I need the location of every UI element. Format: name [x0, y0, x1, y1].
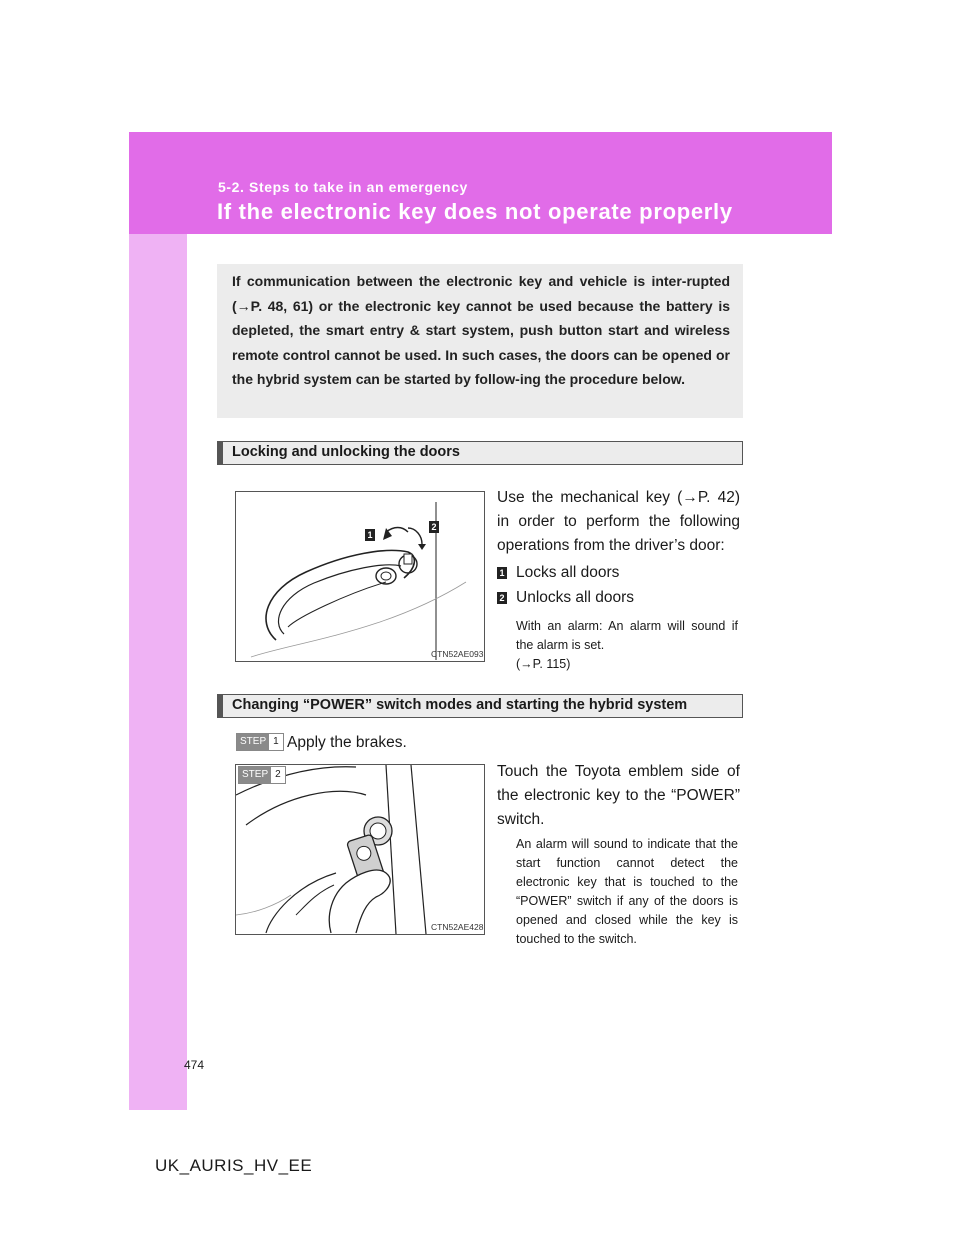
- section-heading-label: Locking and unlocking the doors: [232, 444, 460, 460]
- figure-code: CTN52AE428: [431, 922, 484, 932]
- locking-instructions: Use the mechanical key (→P. 42) in order to perform the following operations from the driver’s door:: [497, 489, 740, 554]
- page-title: If the electronic key does not operate properly: [217, 199, 733, 224]
- step-word: STEP: [239, 767, 271, 783]
- item-badge-2: 2: [497, 592, 507, 604]
- step-number: 2: [271, 767, 285, 783]
- start-function-note: An alarm will sound to indicate that the start function cannot detect the electronic key that is touched to the “POWER” switch if any of the doors is opened and closed while the key is touched to the switch.: [516, 837, 738, 946]
- key-touch-illustration: [236, 765, 484, 934]
- alarm-note-reference: (→P. 115): [516, 657, 571, 671]
- item-badge-1: 1: [497, 567, 507, 579]
- door-handle-illustration: [236, 492, 484, 661]
- step-2-tag: [238, 766, 286, 784]
- item-unlocks-all-doors: Unlocks all doors: [516, 589, 635, 606]
- step-2-text: Touch the Toyota emblem side of the electronic key to the “POWER” switch.: [497, 763, 740, 828]
- section-heading-label: Changing “POWER” switch modes and starting the hybrid system: [232, 697, 688, 713]
- figure-badge-2: 2: [429, 521, 439, 533]
- step-word: STEP: [237, 734, 269, 750]
- section-heading-locking: [217, 441, 743, 465]
- step-1-text: Apply the brakes.: [287, 734, 407, 751]
- figure-badge-1: 1: [365, 529, 375, 541]
- section-accent: [218, 695, 223, 717]
- section-label: 5-2. Steps to take in an emergency: [218, 179, 468, 195]
- figure-code: CTN52AE093: [431, 649, 484, 659]
- step-1-tag: [236, 733, 284, 751]
- section-heading-power-switch: [217, 694, 743, 718]
- intro-text: If communication between the electronic key and vehicle is inter-rupted (→P. 48, 61) or the electronic key cannot be used because the battery is depleted, the smart entry & start system, push button start and wireless remote control cannot be used. In such cases, the doors can be opened or the hybrid system can be started by follow-ing the procedure below.: [232, 273, 730, 388]
- footer-code: UK_AURIS_HV_EE: [155, 1156, 313, 1175]
- power-switch-figure: [235, 764, 485, 935]
- door-handle-figure: [235, 491, 485, 662]
- intro-box: [217, 264, 743, 418]
- page-number: 474: [184, 1058, 205, 1072]
- side-tab-strip: [129, 132, 187, 1110]
- alarm-note: With an alarm: An alarm will sound if the alarm is set.: [516, 619, 738, 652]
- section-accent: [218, 442, 223, 464]
- step-number: 1: [269, 734, 283, 750]
- item-locks-all-doors: Locks all doors: [516, 564, 620, 581]
